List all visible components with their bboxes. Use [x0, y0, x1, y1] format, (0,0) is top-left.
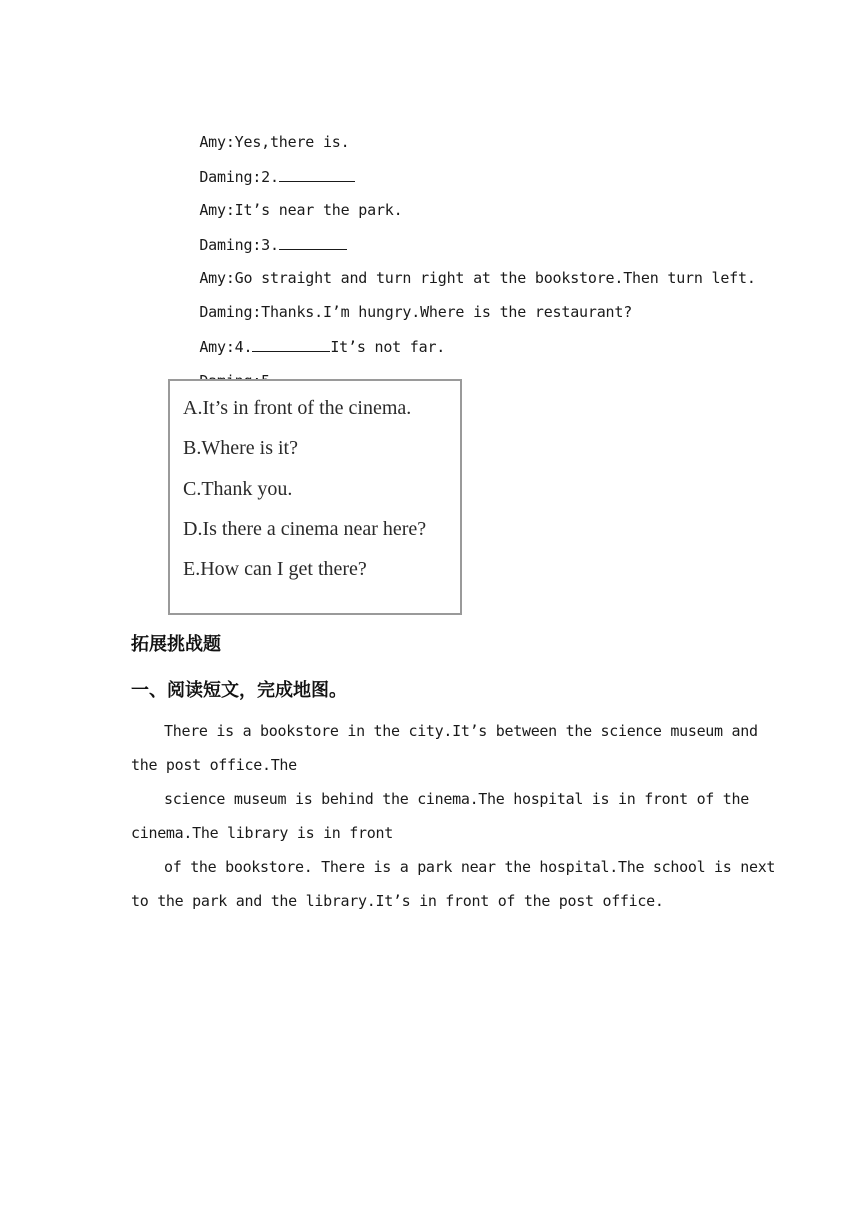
- option-a: A.It’s in front of the cinema.: [183, 397, 412, 419]
- options-box: [168, 379, 462, 615]
- question-title: 一、阅读短文，完成地图。: [131, 680, 347, 701]
- passage-line-5: of the bookstore. There is a park near the hospital.The school is next: [164, 858, 776, 876]
- dialogue-text: Daming:Thanks.I’m hungry.Where is the restaurant?: [199, 303, 633, 321]
- passage-line-4: cinema.The library is in front: [131, 824, 393, 842]
- dialogue-text: Amy:Go straight and turn right at the bookstore.Then turn left.: [199, 269, 756, 287]
- option-b: B.Where is it?: [183, 437, 298, 459]
- dialogue-text: Daming:2.: [199, 168, 279, 186]
- dialogue-text: Amy:4.: [199, 338, 253, 356]
- passage-line-2: the post office.The: [131, 756, 297, 774]
- passage-line-3: science museum is behind the cinema.The hospital is in front of the: [164, 790, 749, 808]
- dialogue-text-after: It’s not far.: [330, 338, 446, 356]
- option-d: D.Is there a cinema near here?: [183, 518, 427, 540]
- passage-line-6: to the park and the library.It’s in front of the post office.: [131, 892, 664, 910]
- dialogue-text: Daming:3.: [199, 236, 279, 254]
- option-e: E.How can I get there?: [183, 558, 367, 580]
- option-c: C.Thank you.: [183, 478, 293, 500]
- dialogue-text: Amy:Yes,there is.: [199, 133, 350, 151]
- dialogue-text: Amy:It’s near the park.: [199, 201, 403, 219]
- passage-line-1: There is a bookstore in the city.It’s between the science museum and: [164, 722, 758, 740]
- section-title: 拓展挑战题: [131, 634, 221, 655]
